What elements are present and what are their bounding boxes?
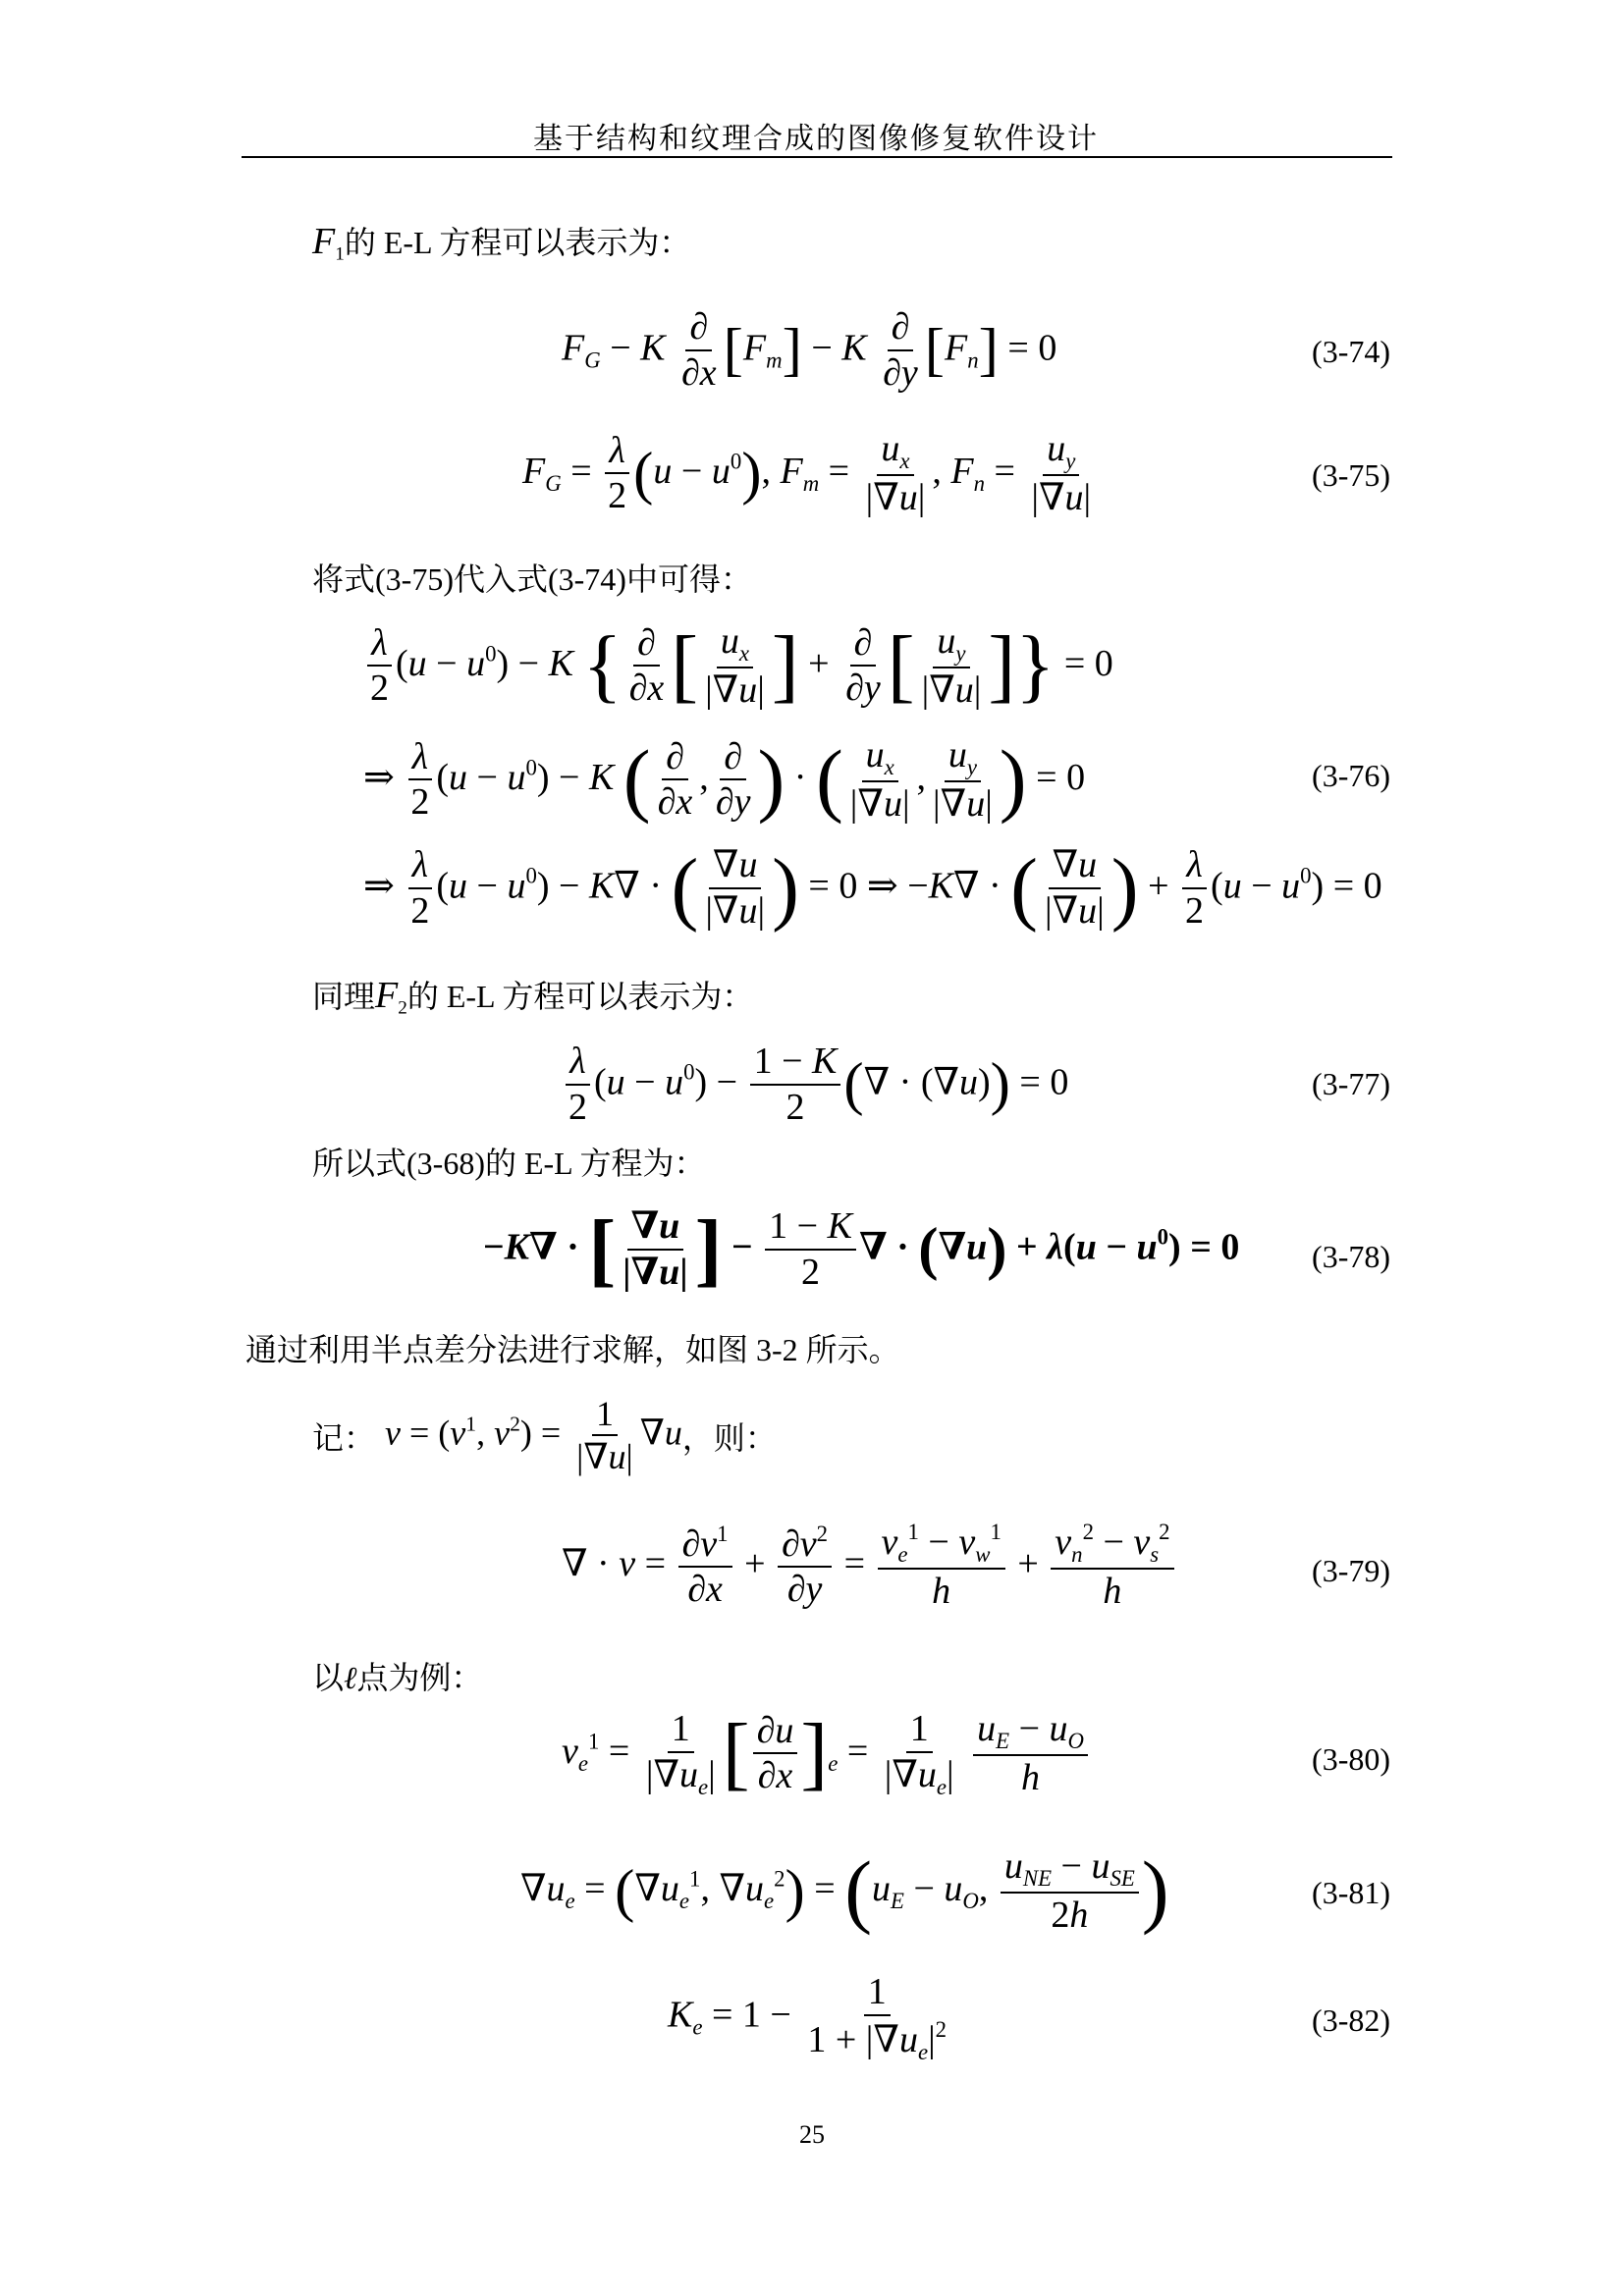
paragraph-take-point-prefix: 以	[312, 1660, 345, 1695]
equation-3-77: $\frac{\lambda}{2}$ $(u - u^0)$ − $\frac{1 - K}{2}$ (∇ · (∇u)) = 0	[562, 1041, 1068, 1130]
equation-3-79: ∇ · v = $\frac{\partial v^1}{\partial x}$ + $\frac{\partial v^2}{\partial y}$ = $\frac{v_e^1 - v_w^1}{h}$ + $\frac{v_n^2 - v_s^2}{h}$	[562, 1520, 1177, 1615]
paragraph-take-point-suffix: 点为例：	[356, 1660, 483, 1695]
paragraph-define-v-prefix: 记：	[312, 1420, 376, 1457]
running-header: 基于结构和纹理合成的图像修复软件设计	[533, 123, 1099, 155]
equation-number: (3-77)	[1312, 1066, 1390, 1101]
paragraph-f1-el: $F_1$的 E-L 方程可以表示为：	[312, 221, 691, 265]
equation-number: (3-74)	[1312, 334, 1390, 369]
equation-number: (3-79)	[1312, 1553, 1390, 1588]
equation-3-76-line-3: ⇒ $\frac{\lambda}{2}$ $(u - u^0) - K\nabla$ · ( $\frac{\nabla u}{|\nabla u|}$ ) = 0 ⇒ −K∇ · ( $\frac{\nabla u}{|\nabla u|}$ ) + $\frac{\lambda}{2}$ $(u - u^0) = 0$	[363, 842, 1382, 934]
equation-3-82: $K_e = 1$ − $\frac{1}{1 + |\nabla u_e|^2}$	[668, 1971, 947, 2064]
page-number: 25	[799, 2120, 825, 2149]
paragraph-f2-suffix: 的 E-L 方程可以表示为：	[406, 979, 754, 1014]
equation-3-81: $\nabla u_e = (\nabla u_e^1$, $\nabla u_e^2) = (u_E - u_O$, $\frac{u_{NE} - u_{SE}}{2h}$ )	[520, 1845, 1169, 1937]
paragraph-half-point-difference: 通过利用半点差分法进行求解，如图 3-2 所示。	[245, 1332, 900, 1367]
paragraph-define-v: 记： $v = (v^1$, $v^2$) = $\frac{1}{|\nabla u|}$ ∇u ，则：	[312, 1394, 777, 1477]
paragraph-f1-el-text: 的 E-L 方程可以表示为：	[344, 225, 691, 260]
equation-number: (3-76)	[1312, 758, 1390, 793]
paragraph-f2-el: 同理$F_2$的 E-L 方程可以表示为：	[312, 975, 754, 1019]
paragraph-el-of-3-68: 所以式(3-68)的 E-L 方程为：	[312, 1146, 706, 1181]
paragraph-substitute: 将式(3-75)代入式(3-74)中可得：	[312, 561, 752, 597]
equation-3-76-line-1: $\frac{\lambda}{2}$ $(u - u^0) - K$ { $\frac{\partial}{\partial x}$ [ $\frac{u_x}{|\nabla u|}$ ] + $\frac{\partial}{\partial y}$ [ $\frac{u_y}{|\nabla u|}$ ]} = 0	[363, 620, 1113, 714]
equation-3-80: $v_e^1$ = $\frac{1}{|\nabla u_e|}$ [ $\frac{\partial u}{\partial x}$ ]$_e$ = $\frac{1}{|\nabla u_e|}$ $\frac{u_E - u_O}{h}$	[562, 1708, 1091, 1801]
equation-3-74: $F_G - K$ $\frac{\partial}{\partial x}$ $[F_m] - K$ $\frac{\partial}{\partial y}$ $[F_n] = 0$	[562, 306, 1057, 394]
header-rule	[242, 156, 1392, 158]
paragraph-f2-prefix: 同理	[312, 979, 376, 1014]
equation-3-75: $F_G$ = $\frac{\lambda}{2}$ $(u - u^0)$, $F_m$ = $\frac{u_x}{|\nabla u|}$ , $F_n$ = $\frac{u_y}{|\nabla u|}$	[522, 428, 1092, 519]
equation-number: (3-78)	[1312, 1239, 1390, 1274]
equation-3-78: −K∇ · [ $\frac{\nabla u}{|\nabla u|}$ ] − $\frac{1 - K}{2}$ ∇ · $(\nabla u) + \lambda(u - u^0) = 0$	[483, 1203, 1240, 1295]
equation-number: (3-81)	[1312, 1875, 1390, 1910]
equation-number: (3-80)	[1312, 1741, 1390, 1777]
paragraph-take-point-e: 以ℓ点为例：	[312, 1660, 483, 1695]
paragraph-define-v-suffix: ，则：	[681, 1420, 777, 1457]
equation-number: (3-75)	[1312, 457, 1390, 493]
equation-number: (3-82)	[1312, 2002, 1390, 2038]
equation-3-76-line-2: ⇒ $\frac{\lambda}{2}$ $(u - u^0) - K$ ( $\frac{\partial}{\partial x}$ , $\frac{\partial}{\partial y}$ ) · ( $\frac{u_x}{|\nabla u|}$ , $\frac{u_y}{|\nabla u|}$ ) = 0	[363, 734, 1086, 826]
